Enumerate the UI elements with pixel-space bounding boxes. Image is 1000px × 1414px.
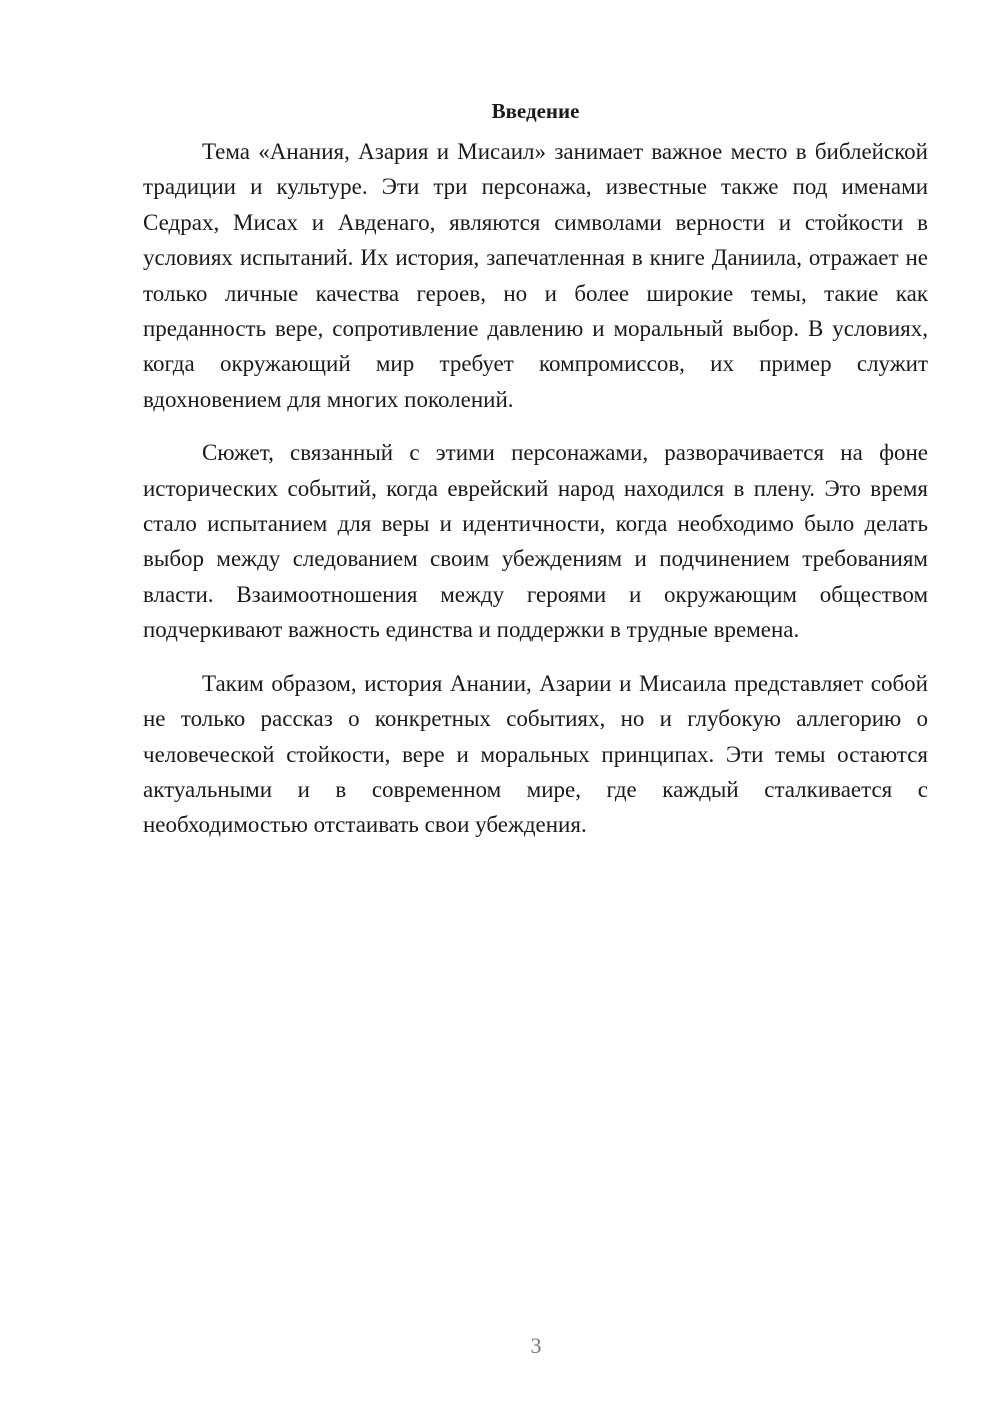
section-heading: Введение <box>491 99 580 123</box>
document-body <box>143 92 928 861</box>
paragraph-1: Тема «Анания, Азария и Мисаил» занимает важное место в библейской традиции и культуре. Эти три персонажа, известные также под именами Седрах, Мисах и Авденаго, являются символами верности и стойкости в условиях испытаний. Их история, запечатленная в книге Даниила, отражает не только личные качества героев, но и более широкие темы, такие как преданность вере, сопротивление давлению и моральный выбор. В условиях, когда окружающий мир требует компромиссов, их пример служит вдохновением для многих поколений. <box>143 139 928 412</box>
paragraph-3: Таким образом, история Анании, Азарии и Мисаила представляет собой не только рассказ о конкретных событиях, но и глубокую аллегорию о человеческой стойкости, вере и моральных принципах. Эти темы остаются актуальными и в современном мире, где каждый сталкивается с необходимостью отстаивать свои убеждения. <box>143 670 928 838</box>
paragraph-2: Сюжет, связанный с этими персонажами, разворачивается на фоне исторических событий, когда еврейский народ находился в плену. Это время стало испытанием для веры и идентичности, когда необходимо было делать выбор между следованием своим убеждениям и подчинением требованиям власти. Взаимоотношения между героями и окружающим обществом подчеркивают важность единства и поддержки в трудные времена. <box>143 440 928 643</box>
page-number: 3 <box>530 1333 542 1358</box>
